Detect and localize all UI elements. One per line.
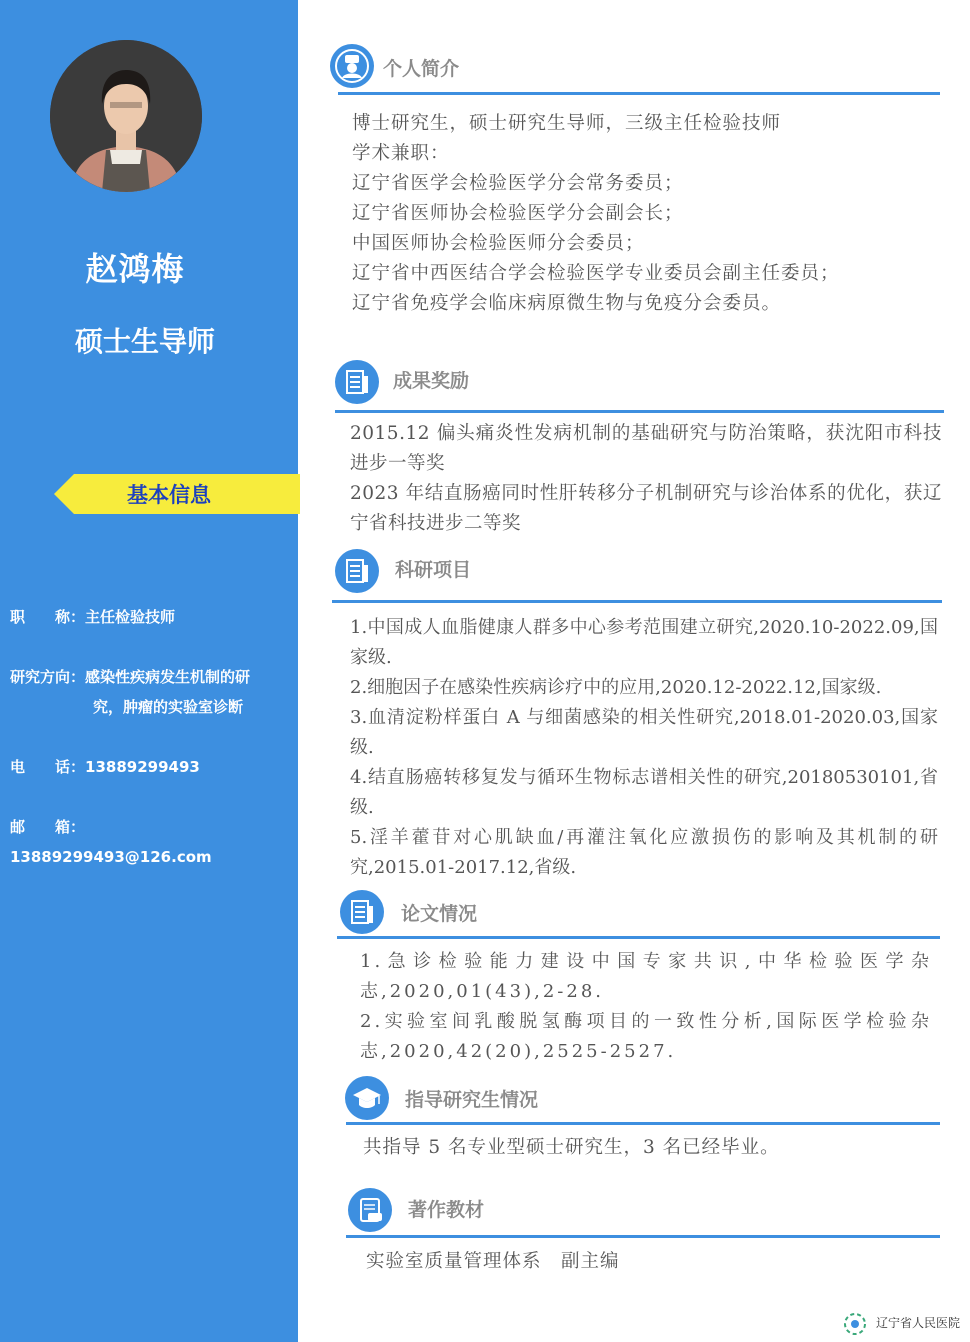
intro-title: 个人简介 [383, 58, 460, 80]
email-row [10, 812, 212, 872]
projects-rule [332, 600, 942, 603]
profile-photo [50, 40, 202, 192]
intro-rule [338, 92, 940, 95]
document-icon [335, 360, 379, 404]
papers-title: 论文情况 [401, 903, 478, 925]
document-icon [340, 890, 384, 934]
intro-line: 博士研究生，硕士研究生导师，三级主任检验技师 [352, 113, 782, 134]
projects-line: 2.细胞因子在感染性疾病诊疗中的应用,2020.12-2022.12,国家级. [350, 677, 882, 698]
papers-rule [337, 936, 940, 939]
graduation-cap-icon [345, 1076, 389, 1120]
research-label: 研究方向： [10, 668, 86, 686]
person-role: 硕士生导师 [74, 325, 215, 358]
intro-line: 辽宁省免疫学会临床病原微生物与免疫分会委员。 [352, 293, 782, 314]
intro-line: 辽宁省中西医结合学会检验医学专业委员会副主任委员； [352, 263, 840, 284]
students-text [363, 1133, 938, 1163]
intro-line: 中国医师协会检验医师分会委员； [352, 233, 645, 254]
papers-text [360, 947, 932, 1067]
hospital-logo [840, 1310, 965, 1338]
books-text [366, 1247, 936, 1277]
projects-line: 5.淫羊藿苷对心肌缺血/再灌注氧化应激损伤的影响及其机制的研究,2015.01-2017.12,省级. [350, 827, 938, 878]
awards-line: 2015.12 偏头痛炎性发病机制的基础研究与防治策略，获沈阳市科技进步一等奖 [350, 423, 942, 474]
books-line: 实验室质量管理体系 副主编 [366, 1251, 620, 1272]
intro-line: 辽宁省医学会检验医学分会常务委员； [352, 173, 684, 194]
intro-line: 辽宁省医师协会检验医学分会副会长； [352, 203, 684, 224]
projects-line: 3.血清淀粉样蛋白 A 与细菌感染的相关性研究,2018.01-2020.03,国家级. [350, 707, 938, 758]
awards-rule [335, 410, 944, 413]
email-label: 邮 箱： [10, 818, 86, 836]
person-name: 赵鸿梅 [85, 250, 185, 288]
research-value-cont: 究，肿瘤的实验室诊断 [93, 698, 244, 716]
phone-label: 电 话： [10, 758, 86, 776]
students-title: 指导研究生情况 [405, 1089, 539, 1111]
book-icon [348, 1188, 392, 1232]
students-rule [346, 1122, 940, 1125]
papers-line: 2.实验室间乳酸脱氢酶项目的一致性分析,国际医学检验杂志,2020,42(20),2525-2527. [360, 1011, 932, 1062]
research-row [10, 662, 250, 722]
awards-title: 成果奖励 [393, 370, 470, 392]
intro-text [352, 109, 942, 319]
title-value: 主任检验技师 [85, 608, 176, 626]
document-icon [335, 549, 379, 593]
projects-line: 1.中国成人血脂健康人群多中心参考范围建立研究,2020.10-2022.09,国家级. [350, 617, 938, 668]
basic-info-label: 基本信息 [127, 483, 211, 507]
research-value: 感染性疾病发生机制的研 [85, 668, 251, 686]
papers-line: 1.急诊检验能力建设中国专家共识,中华检验医学杂志,2020,01(43),2-28. [360, 951, 932, 1002]
awards-text [350, 419, 942, 539]
sidebar [0, 0, 298, 1342]
phone-row [10, 752, 200, 782]
nurse-icon [330, 44, 374, 88]
email-value: 13889299493@126.com [10, 848, 212, 866]
title-row [10, 602, 175, 632]
awards-line: 2023 年结直肠癌同时性肝转移分子机制研究与诊治体系的优化，获辽宁省科技进步二等奖 [350, 483, 942, 534]
phone-value: 13889299493 [85, 758, 200, 776]
hospital-logo-text: 辽宁省人民医院 [876, 1316, 961, 1330]
students-line: 共指导 5 名专业型硕士研究生，3 名已经毕业。 [363, 1137, 780, 1158]
books-title: 著作教材 [408, 1199, 485, 1221]
intro-line: 学术兼职： [352, 143, 450, 164]
projects-text [350, 613, 938, 883]
projects-title: 科研项目 [395, 559, 472, 581]
books-rule [346, 1235, 940, 1238]
title-label: 职 称： [10, 608, 86, 626]
basic-info-banner [54, 474, 300, 514]
projects-line: 4.结直肠癌转移复发与循环生物标志谱相关性的研究,20180530101,省级. [350, 767, 938, 818]
